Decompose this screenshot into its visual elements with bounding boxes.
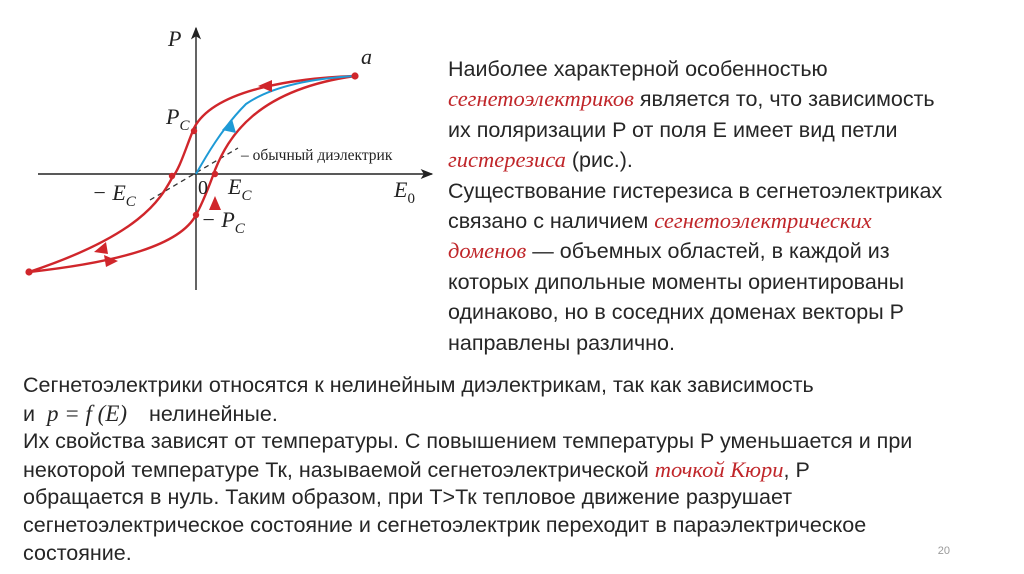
upper-branch-arrow [258,80,272,92]
neg-pc-dot [193,212,199,218]
term-hysteresis: гистерезиса [448,147,566,173]
neg-ec-dot [169,173,175,179]
neg-ec-label: − $E_C$ [92,180,136,210]
right-line-10: направлены различно. [448,330,675,355]
bottom-line-7: состояние. [23,540,132,565]
bottom-text-block [23,372,1013,567]
right-line-8: которых дипольные моменты ориентированы [448,269,905,294]
right-text-block [448,54,1008,358]
term-domains: доменов [448,238,527,264]
right-line-4: гистерезиса (рис.). [448,147,633,173]
pc-label: $P_C$ [166,104,190,134]
ec-label: $E_C$ [228,174,252,204]
bottom-line-3: Их свойства зависят от температуры. С повышением температуры P уменьшается и при [23,429,913,454]
right-line-7: доменов — объемных областей, в каждой из [448,238,890,264]
term-ferroelectrics: сегнетоэлектриков [448,86,634,112]
hysteresis-figure [0,0,440,360]
ec-dot [212,171,218,177]
right-line-5: Существование гистерезиса в сегнетоэлектриках [448,178,943,203]
neg-pc-label: − $P_C$ [201,207,245,237]
formula-p-f-e: p = f (E) [47,400,128,426]
bottom-line-5: обращается в нуль. Таким образом, при T>Тк тепловое движение разрушает [23,485,793,510]
bottom-line-4: некоторой температуре Тк, называемой сегнетоэлектрической точкой Кюри, P [23,456,810,482]
right-line-6: связано с наличием сегнетоэлектрических [448,208,872,234]
point-a-label: a [361,44,372,69]
point-neg-a-dot [25,268,32,275]
p-axis-label: P [168,26,182,51]
bottom-line-1: Сегнетоэлектрики относятся к нелинейным диэлектрикам, так как зависимость [23,373,814,397]
right-line-2: сегнетоэлектриков является то, что зависимость [448,86,935,112]
right-line-3: их поляризации P от поля E имеет вид петли [448,117,898,142]
bottom-line-2: и p = f (E) нелинейные. [23,400,278,426]
term-ferroelectric-domains: сегнетоэлектрических [654,208,872,234]
pc-dot [191,128,197,134]
right-line-1: Наиболее характерной особенностью [448,57,828,81]
page-number: 20 [937,545,950,557]
e-axis-label: $E_0$ [394,177,415,207]
term-curie-point: точкой Кюри [654,456,784,482]
ordinary-dielectric-label: – обычный диэлектрик [241,147,393,164]
right-line-9: одинаково, но в соседних доменах векторы P [448,300,904,325]
origin-label: 0 [198,177,208,199]
point-a-dot [351,72,358,79]
bottom-line-6: сегнетоэлектрическое состояние и сегнетоэлектрик переходит в параэлектрическое [23,512,867,537]
